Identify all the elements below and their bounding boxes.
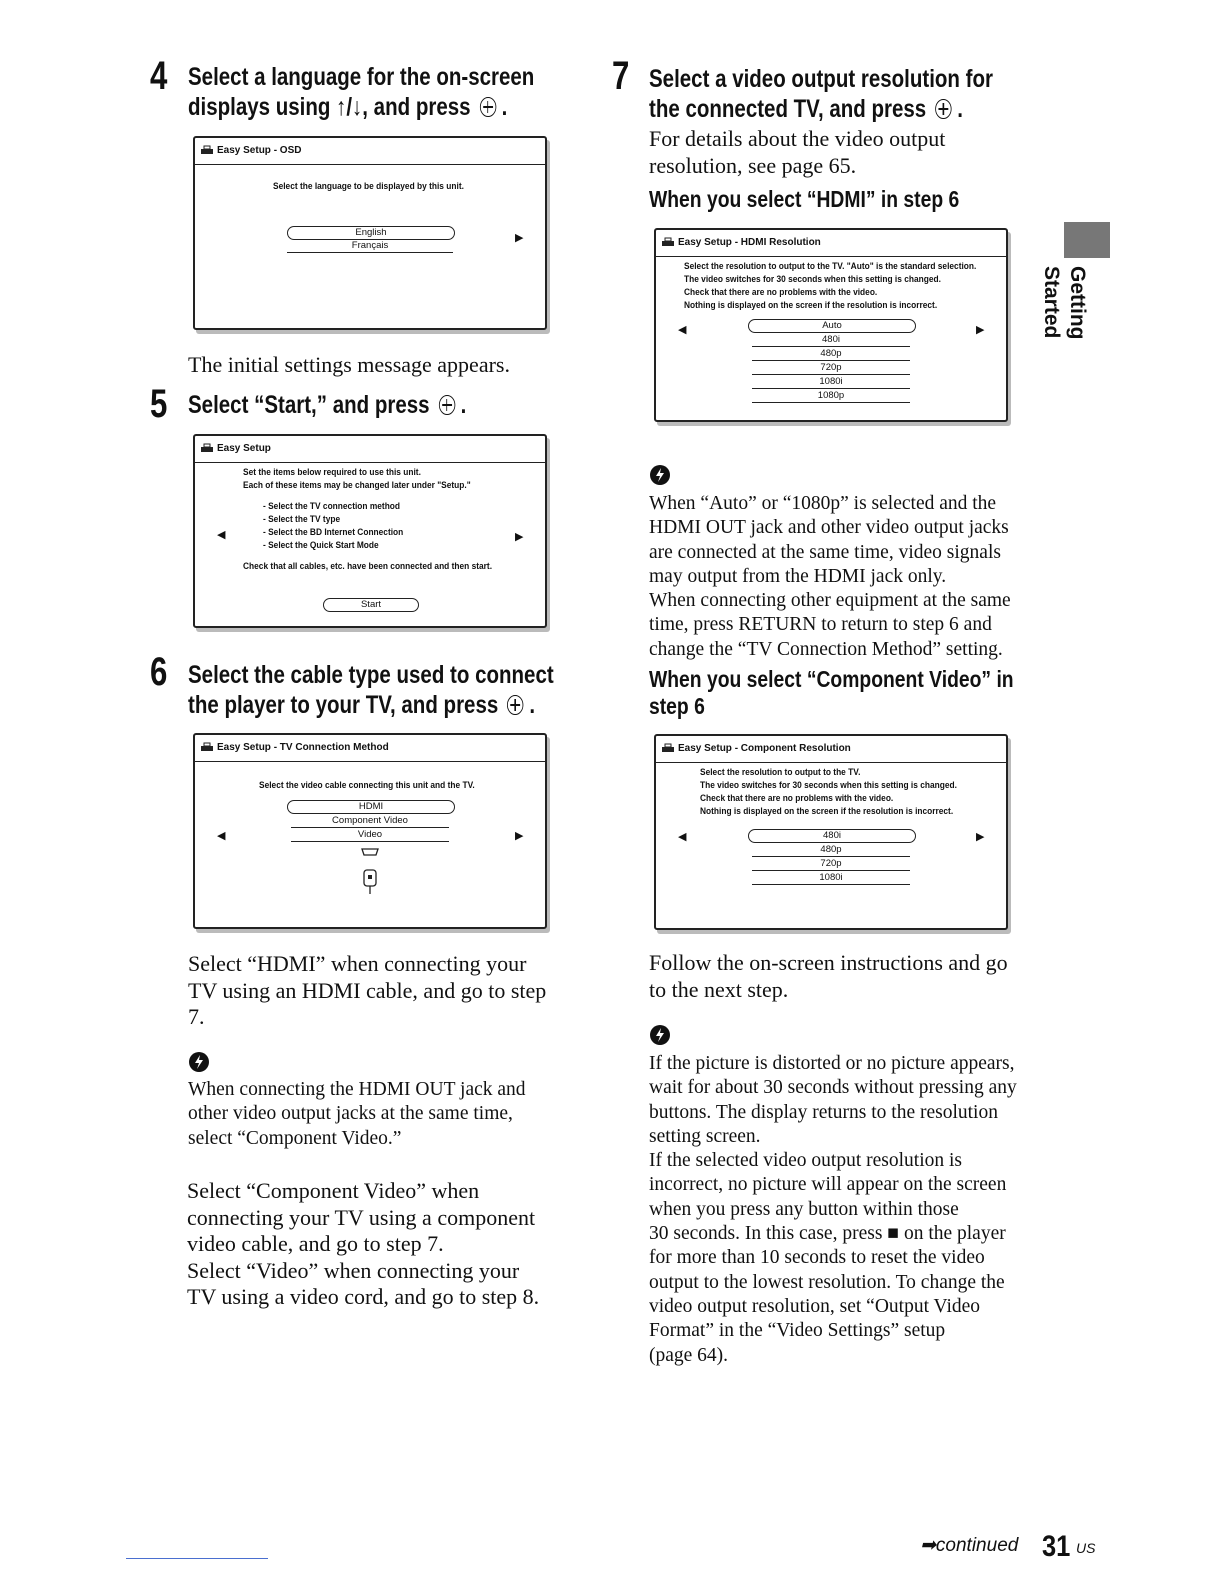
page-number: 31	[1042, 1530, 1071, 1563]
option-component-video[interactable]: Component Video	[291, 814, 449, 828]
hdmi-resolution-screen	[654, 228, 1008, 422]
option-english[interactable]: English	[287, 226, 455, 240]
option-720p[interactable]: 720p	[752, 361, 910, 375]
option-1080i[interactable]: 1080i	[752, 375, 910, 389]
option-480p[interactable]: 480p	[752, 347, 910, 361]
option-video[interactable]: Video	[291, 828, 449, 842]
step-4-number: 4	[150, 54, 168, 98]
left-arrow-icon[interactable]: ◀	[678, 831, 687, 843]
screen-line: - Select the BD Internet Connection	[263, 527, 404, 538]
step-4-heading-line1: Select a language for the on-screen	[188, 63, 535, 91]
step-7-tip2: If the picture is distorted or no picture appears, wait for about 30 seconds without pressing any buttons. The display returns to the resolution setting screen. If the selected video output resolution is incorrect, no picture will appear on the screen when you press any button within those 30 seconds. In this case, press ■ on the player for more than 10 seconds to reset the video output to the lowest resolution. To change the video output resolution, set “Output Video Format” in the “Video Settings” setup (page 64).	[649, 1053, 1017, 1366]
screen-title: Easy Setup	[195, 436, 545, 463]
screen-line: Select the resolution to output to the TV.	[700, 767, 861, 778]
option-1080p[interactable]: 1080p	[752, 389, 910, 403]
right-arrow-icon[interactable]: ▶	[976, 324, 985, 336]
step-7-heading-line1: Select a video output resolution for	[649, 65, 993, 93]
screen-line: The video switches for 30 seconds when this setting is changed.	[684, 274, 941, 285]
toolbox-icon	[200, 443, 214, 453]
option-auto[interactable]: Auto	[748, 319, 916, 333]
section-tab-marker	[1064, 222, 1110, 258]
step-6-number: 6	[150, 650, 168, 694]
start-button[interactable]: Start	[323, 598, 419, 612]
enter-button-icon	[480, 97, 496, 117]
screen-line: The video switches for 30 seconds when this setting is changed.	[700, 780, 957, 791]
cable-connector-icon	[359, 846, 381, 906]
toolbox-icon	[661, 237, 675, 247]
step-6-para1: Select “HDMI” when connecting your TV using an HDMI cable, and go to step 7.	[188, 951, 547, 1029]
screen-instruction: Select the video cable connecting this unit and the TV.	[259, 780, 475, 791]
left-arrow-icon[interactable]: ◀	[217, 529, 226, 541]
continued-label: ➡continued	[920, 1535, 1019, 1556]
screen-line: - Select the Quick Start Mode	[263, 540, 379, 551]
option-1080i[interactable]: 1080i	[752, 871, 910, 885]
screen-line: Check that there are no problems with the video.	[684, 287, 878, 298]
section-tab-label: Getting Started	[1040, 266, 1089, 340]
continue-arrow-icon: ➡	[920, 1535, 936, 1556]
right-arrow-icon[interactable]: ▶	[515, 232, 524, 244]
tv-connection-screen	[193, 733, 547, 929]
screen-line: Check that all cables, etc. have been connected and then start.	[243, 561, 493, 572]
hint-icon	[649, 1024, 671, 1046]
option-480i[interactable]: 480i	[748, 829, 916, 843]
screen-title: Easy Setup - OSD	[195, 138, 545, 165]
screen-title: Easy Setup - TV Connection Method	[195, 735, 545, 762]
option-720p[interactable]: 720p	[752, 857, 910, 871]
option-hdmi[interactable]: HDMI	[287, 800, 455, 814]
step-6-heading-line1: Select the cable type used to connect	[188, 661, 554, 689]
screen-line: Select the resolution to output to the TV. "Auto" is the standard selection.	[684, 261, 977, 272]
step-4-result: The initial settings message appears.	[188, 352, 510, 377]
screen-line: Check that there are no problems with the video.	[700, 793, 894, 804]
left-arrow-icon[interactable]: ◀	[217, 830, 226, 842]
option-480i[interactable]: 480i	[752, 333, 910, 347]
screen-title: Easy Setup - Component Resolution	[656, 736, 1006, 763]
component-subheading-line2: step 6	[649, 693, 705, 719]
right-arrow-icon[interactable]: ▶	[515, 531, 524, 543]
step-5-heading: Select “Start,” and press .	[188, 391, 467, 419]
toolbox-icon	[200, 145, 214, 155]
screen-instruction: Select the language to be displayed by this unit.	[273, 181, 464, 192]
right-arrow-icon[interactable]: ▶	[515, 830, 524, 842]
step-7-follow: Follow the on-screen instructions and go to the next step.	[649, 950, 1008, 1002]
toolbox-icon	[661, 743, 675, 753]
enter-button-icon	[935, 99, 951, 119]
osd-language-screen	[193, 136, 547, 330]
step-7-tip1: When “Auto” or “1080p” is selected and the HDMI OUT jack and other video output jacks are connected at the same time, video signals may output from the HDMI jack only. When connecting other equipment at the same time, press RETURN to return to step 6 and change the “TV Connection Method” setting.	[649, 493, 1011, 660]
screen-line: Each of these items may be changed later under "Setup."	[243, 480, 471, 491]
step-5-number: 5	[150, 382, 168, 426]
screen-title: Easy Setup - HDMI Resolution	[656, 230, 1006, 257]
toolbox-icon	[200, 742, 214, 752]
screen-line: - Select the TV connection method	[263, 501, 401, 512]
screen-line: Set the items below required to use this unit.	[243, 467, 421, 478]
component-subheading-line1: When you select “Component Video” in	[649, 666, 1014, 692]
step-7-heading-line2: the connected TV, and press .	[649, 95, 963, 123]
step-7-number: 7	[612, 54, 630, 98]
left-arrow-icon[interactable]: ◀	[678, 324, 687, 336]
component-resolution-screen	[654, 734, 1008, 930]
screen-line: - Select the TV type	[263, 514, 341, 525]
step-6-heading-line2: the player to your TV, and press .	[188, 691, 536, 719]
page-region-suffix: US	[1076, 1540, 1096, 1556]
footer-rule	[126, 1558, 268, 1559]
right-arrow-icon[interactable]: ▶	[976, 831, 985, 843]
option-francais[interactable]: Français	[287, 239, 453, 253]
hint-icon	[188, 1051, 210, 1073]
step-6-tip: When connecting the HDMI OUT jack and other video output jacks at the same time, select “Component Video.”	[188, 1079, 526, 1149]
step-4-heading-line2: displays using ↑/↓, and press .	[188, 93, 508, 121]
hint-icon	[649, 464, 671, 486]
screen-line: Nothing is displayed on the screen if the resolution is incorrect.	[700, 806, 954, 817]
easy-setup-screen	[193, 434, 547, 628]
option-480p[interactable]: 480p	[752, 843, 910, 857]
step-7-intro: For details about the video output resolution, see page 65.	[649, 126, 946, 178]
hdmi-subheading: When you select “HDMI” in step 6	[649, 186, 960, 212]
step-6-para2: Select “Component Video” when connecting your TV using a component video cable, and go to step 7. Select “Video” when connecting your TV using a video cord, and go to step 8.	[187, 1178, 540, 1309]
enter-button-icon	[439, 395, 455, 415]
enter-button-icon	[507, 695, 523, 715]
screen-line: Nothing is displayed on the screen if the resolution is incorrect.	[684, 300, 938, 311]
